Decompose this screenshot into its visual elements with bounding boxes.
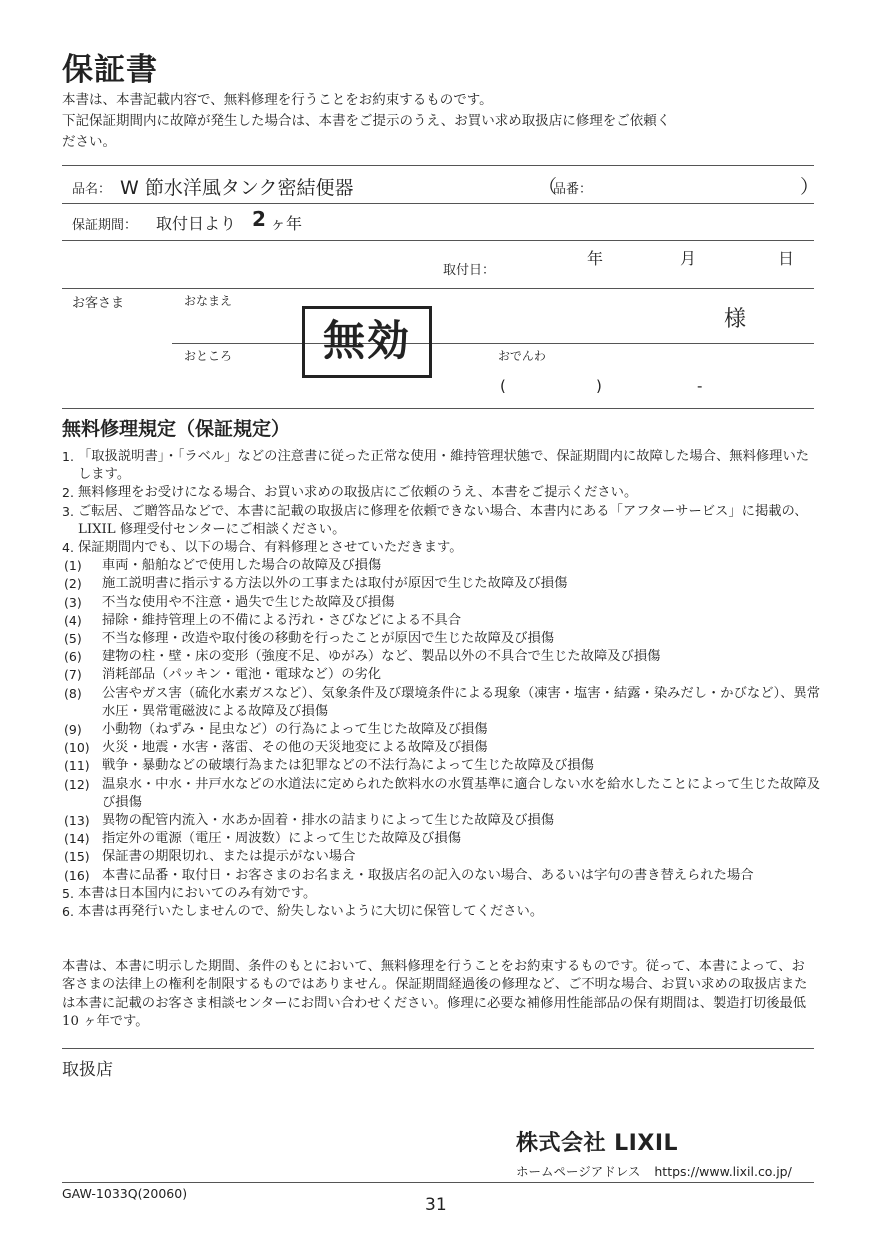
- divider: [172, 343, 814, 344]
- product-code-label: 品番：: [553, 182, 593, 197]
- rule-text: 本書は再発行いたしませんので、紛失しないように大切に保管してください。: [78, 904, 544, 920]
- subrule-item: [62, 594, 822, 612]
- homepage-url[interactable]: https://www.lixil.co.jp/: [654, 1164, 792, 1179]
- product-name-label: 品名：: [72, 182, 112, 197]
- rule-item: [62, 885, 822, 903]
- warranty-text-pre: 取付日より: [156, 214, 237, 233]
- rules-list: [62, 448, 822, 921]
- product-code-open: （: [538, 176, 558, 198]
- page-title: 保証書: [62, 52, 158, 88]
- intro-line-3: ださい。: [62, 134, 116, 150]
- intro-line-2: 下記保証期間内に故障が発生した場合は、本書をご提示のうえ、お買い求め取扱店に修理をご依頼く: [62, 113, 671, 129]
- install-month: 月: [680, 249, 697, 268]
- closing-paragraph: 本書は、本書に明示した期間、条件のもとにおいて、無料修理を行うことをお約束するものです。従って、本書によって、お客さまの法律上の権利を制限するものではありません。保証期間経過後の修理など、ご不明な場合、お買い求めの取扱店または本書に記載のお客さま相談センターにお問い合わせください。修理に必要な補修用性能部品の保有期間は、製造打切後最低 10 ヶ年です。: [62, 959, 808, 1030]
- subrule-number: (6): [64, 649, 82, 665]
- subrule-item: [62, 648, 822, 666]
- divider: [62, 240, 814, 241]
- subrule-item: [62, 830, 822, 848]
- rule-text: 保証期間内でも、以下の場合、有料修理とさせていただきます。: [78, 540, 463, 556]
- subrule-item: [62, 685, 822, 721]
- rule-item: [62, 503, 822, 539]
- subrule-item: [62, 848, 822, 866]
- subrule-text: 火災・地震・水害・落雷、その他の天災地変による故障及び損傷: [102, 740, 488, 756]
- document-code: GAW-1033Q(20060): [62, 1186, 188, 1201]
- rule-text: 「取扱説明書」・「ラベル」などの注意書に従った正常な使用・維持管理状態で、保証期間内に故障した場合、無料修理いたします。: [78, 449, 810, 483]
- subrule-text: 不当な修理・改造や取付後の移動を行ったことが原因で生じた故障及び損傷: [102, 631, 555, 647]
- subrule-text: 指定外の電源（電圧・周波数）によって生じた故障及び損傷: [102, 831, 462, 847]
- rule-item: [62, 448, 822, 484]
- subrule-number: (15): [64, 849, 90, 865]
- subrule-text: 異物の配管内流入・水あか固着・排水の詰まりによって生じた故障及び損傷: [102, 813, 555, 829]
- subrule-text: 車両・船舶などで使用した場合の故障及び損傷: [102, 558, 382, 574]
- rule-text: 無料修理をお受けになる場合、お買い求めの取扱店にご依頼のうえ、本書をご提示ください。: [78, 485, 638, 501]
- phone-close-paren: ): [596, 377, 602, 395]
- product-name: W 節水洋風タンク密結便器: [120, 177, 354, 199]
- subrule-number: (12): [64, 776, 90, 792]
- divider: [62, 203, 814, 204]
- subrule-text: 建物の柱・壁・床の変形（強度不足、ゆがみ）など、製品以外の不具合で生じた故障及び損傷: [102, 649, 661, 665]
- customer-name-label: おなまえ: [184, 294, 233, 308]
- rule-number: 3.: [62, 503, 74, 519]
- divider: [62, 1048, 814, 1049]
- subrule-item: [62, 721, 822, 739]
- page-number: 31: [425, 1195, 447, 1215]
- dealer-label: 取扱店: [62, 1060, 113, 1080]
- warranty-years: 2: [252, 207, 266, 231]
- rule-text: 本書は日本国内においてのみ有効です。: [78, 885, 317, 901]
- subrule-text: 本書に品番・取付日・お客さまのお名まえ・取扱店名の記入のない場合、あるいは字句の書き替えられた場合: [102, 867, 754, 883]
- rule-number: 2.: [62, 485, 74, 501]
- divider: [62, 408, 814, 409]
- subrule-item: [62, 812, 822, 830]
- subrule-number: (16): [64, 867, 90, 883]
- subrule-text: 小動物（ねずみ・昆虫など）の行為によって生じた故障及び損傷: [102, 722, 488, 738]
- subrule-item: [62, 776, 822, 812]
- subrule-item: [62, 757, 822, 775]
- rule-number: 6.: [62, 904, 74, 920]
- void-stamp: 無効: [302, 306, 432, 378]
- subrule-text: 掃除・維持管理上の不備による汚れ・さびなどによる不具合: [102, 612, 462, 628]
- subrule-item: [62, 739, 822, 757]
- subrule-number: (7): [64, 667, 82, 683]
- subrule-number: (5): [64, 631, 82, 647]
- install-year: 年: [587, 249, 604, 268]
- homepage-line: [516, 1162, 792, 1180]
- subrule-text: 温泉水・中水・井戸水などの水道法に定められた飲料水の水質基準に適合しない水を給水したことによって生じた故障及び損傷: [102, 776, 821, 810]
- subrule-item: [62, 575, 822, 593]
- subrule-item: [62, 867, 822, 885]
- subrule-number: (3): [64, 594, 82, 610]
- subrule-number: (10): [64, 740, 90, 756]
- rule-item: [62, 484, 822, 502]
- subrule-number: (2): [64, 576, 82, 592]
- phone-open-paren: (: [500, 377, 506, 395]
- divider: [62, 288, 814, 289]
- rule-item: [62, 903, 822, 921]
- subrule-item: [62, 557, 822, 575]
- rule-number: 1.: [62, 449, 74, 464]
- subrule-number: (9): [64, 722, 82, 738]
- subrule-text: 施工説明書に指示する方法以外の工事または取付が原因で生じた故障及び損傷: [102, 576, 568, 592]
- warranty-label: 保証期間：: [72, 218, 138, 233]
- product-code-close: ）: [800, 176, 820, 198]
- subrule-text: 戦争・暴動などの破壊行為または犯罪などの不法行為によって生じた故障及び損傷: [102, 758, 594, 774]
- rule-number: 4.: [62, 540, 74, 556]
- subrule-number: (1): [64, 558, 82, 574]
- subrule-text: 公害やガス害（硫化水素ガスなど）、気象条件及び環境条件による現象（凍害・塩害・結露・染みだし・かびなど）、異常水圧・異常電磁波による故障及び損傷: [102, 685, 821, 719]
- company-logo: 株式会社 LIXIL: [516, 1131, 679, 1156]
- subrule-text: 消耗部品（パッキン・電池・電球など）の劣化: [102, 667, 382, 683]
- customer-phone-label: おでんわ: [498, 349, 546, 363]
- subrule-item: [62, 630, 822, 648]
- subrule-item: [62, 612, 822, 630]
- subrule-number: (11): [64, 758, 90, 774]
- rule-item: [62, 539, 822, 885]
- install-day: 日: [778, 249, 795, 268]
- subrule-number: (14): [64, 831, 90, 847]
- rules-title: 無料修理規定（保証規定）: [62, 418, 291, 440]
- subrule-text: 不当な使用や不注意・過失で生じた故障及び損傷: [102, 594, 395, 610]
- subrule-number: (8): [64, 685, 82, 701]
- subrule-number: (13): [64, 813, 90, 829]
- divider: [62, 165, 814, 166]
- subrule-item: [62, 666, 822, 684]
- warranty-text-post: ヶ年: [270, 214, 303, 233]
- subrules-list: [62, 557, 822, 885]
- subrule-text: 保証書の期限切れ、または提示がない場合: [102, 849, 356, 865]
- rule-number: 5.: [62, 885, 74, 901]
- customer-label: お客さま: [72, 296, 125, 311]
- honorific: 様: [724, 307, 747, 332]
- intro-line-1: 本書は、本書記載内容で、無料修理を行うことをお約束するものです。: [62, 92, 493, 108]
- divider: [62, 1182, 814, 1183]
- install-date-label: 取付日：: [443, 263, 496, 278]
- subrule-number: (4): [64, 612, 82, 628]
- homepage-label: ホームページアドレス: [516, 1164, 641, 1179]
- customer-address-label: おところ: [184, 349, 233, 363]
- rule-text: ご転居、ご贈答品などで、本書に記載の取扱店に修理を依頼できない場合、本書内にある「アフターサービス」に掲載の、LIXIL 修理受付センターにご相談ください。: [78, 503, 808, 537]
- phone-dash: -: [697, 377, 703, 395]
